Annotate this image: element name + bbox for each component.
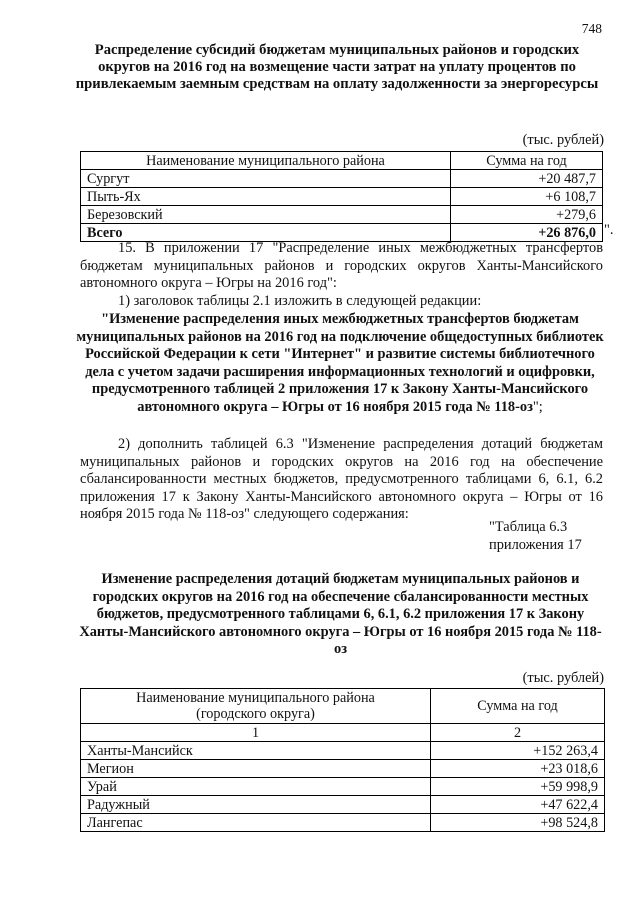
subsidy-table [80,151,603,242]
table-row [81,206,603,224]
table-6-3-reference [489,519,582,554]
table-ref-line-1: "Таблица 6.3 [489,519,568,535]
district-name: Березовский [81,206,451,224]
table-2-1-title-tail: "; [532,398,543,415]
district-name: Урай [81,778,431,796]
table-header-row [81,152,603,170]
table-row [81,742,605,760]
total-amount: +26 876,0 [451,224,603,242]
column-header-district: Наименование муниципального района [81,152,451,170]
table-6-3-title: Изменение распределения дотаций бюджетам муниципальных районов и городских округов на 2016 год на обеспечение сбалансированности местных бюджетов, предусмотренного таблицами 6, 6.1, 6.2 приложения 17 к Закону Ханты-Мансийского автономного округа – Югры от 16 ноября 2015 года № 118-оз [79,571,602,658]
district-name: Сургут [81,170,451,188]
paragraph-15: 15. В приложении 17 "Распределение иных межбюджетных трансфертов бюджетам муниципальных районов и городских округов Ханты-Мансийского автономного округа – Югры на 2016 год": [80,240,603,292]
column-header-amount: Сумма на год [451,152,603,170]
district-amount: +152 263,4 [431,742,605,760]
table-row [81,760,605,778]
district-amount: +59 998,9 [431,778,605,796]
table-2-1-new-title [75,311,605,417]
page-number: 748 [581,21,602,36]
table-row [81,778,605,796]
column-header-district [81,689,431,724]
district-name: Пыть-Ях [81,188,451,206]
column-index-2: 2 [431,724,605,742]
district-amount: +20 487,7 [451,170,603,188]
table-ref-line-2: приложения 17 [489,536,582,553]
district-name: Мегион [81,760,431,778]
district-amount: +279,6 [451,206,603,224]
subsidy-table-title: Распределение субсидий бюджетам муниципальных районов и городских округов на 2016 год на возмещение части затрат на уплату процентов по привлекаемым заемным средствам на оплату задолженности за энергоресурсы [75,42,599,92]
district-name: Лангепас [81,814,431,832]
table-6-3-unit: (тыс. рублей) [522,670,604,686]
table-index-row [81,724,605,742]
column-header-district-line-1: Наименование муниципального района [136,690,375,706]
grants-table [80,688,605,832]
district-amount: +6 108,7 [451,188,603,206]
table-row [81,814,605,832]
subpoint-2: 2) дополнить таблицей 6.3 "Изменение распределения дотаций бюджетам муниципальных районов и городских округов на 2016 год на обеспечение сбалансированности местных бюджетов, предусмотренного таблицами 6, 6.1, 6.2 приложения 17 к Закону Ханты-Мансийского автономного округа – Югры от 16 ноября 2015 года № 118-оз" следующего содержания: [80,436,603,523]
district-amount: +47 622,4 [431,796,605,814]
district-name: Ханты-Мансийск [81,742,431,760]
table-row [81,170,603,188]
subsidy-table-unit: (тыс. рублей) [522,132,604,148]
table-row [81,188,603,206]
district-amount: +23 018,6 [431,760,605,778]
column-index-1: 1 [81,724,431,742]
table-header-row [81,689,605,724]
district-name: Радужный [81,796,431,814]
subpoint-1: 1) заголовок таблицы 2.1 изложить в следующей редакции: [118,293,482,309]
column-header-amount: Сумма на год [431,689,605,724]
total-label: Всего [81,224,451,242]
column-header-district-line-2: (городского округа) [196,706,315,722]
district-amount: +98 524,8 [431,814,605,832]
table-2-1-title-text: "Изменение распределения иных межбюджетных трансфертов бюджетам муниципальных районов на 2016 год на подключение общедоступных библиотек Российской Федерации к сети "Интернет" и развитие системы библиотечного дела с учетом задачи расширения информационных технологий и оцифровки, предусмотренного таблицей 2 приложения 17 к Закону Ханты-Мансийского автономного округа – Югры от 16 ноября 2015 года № 118-оз [76,311,604,415]
table-closing-quote: ". [604,222,614,238]
table-total-row [81,224,603,242]
table-row [81,796,605,814]
